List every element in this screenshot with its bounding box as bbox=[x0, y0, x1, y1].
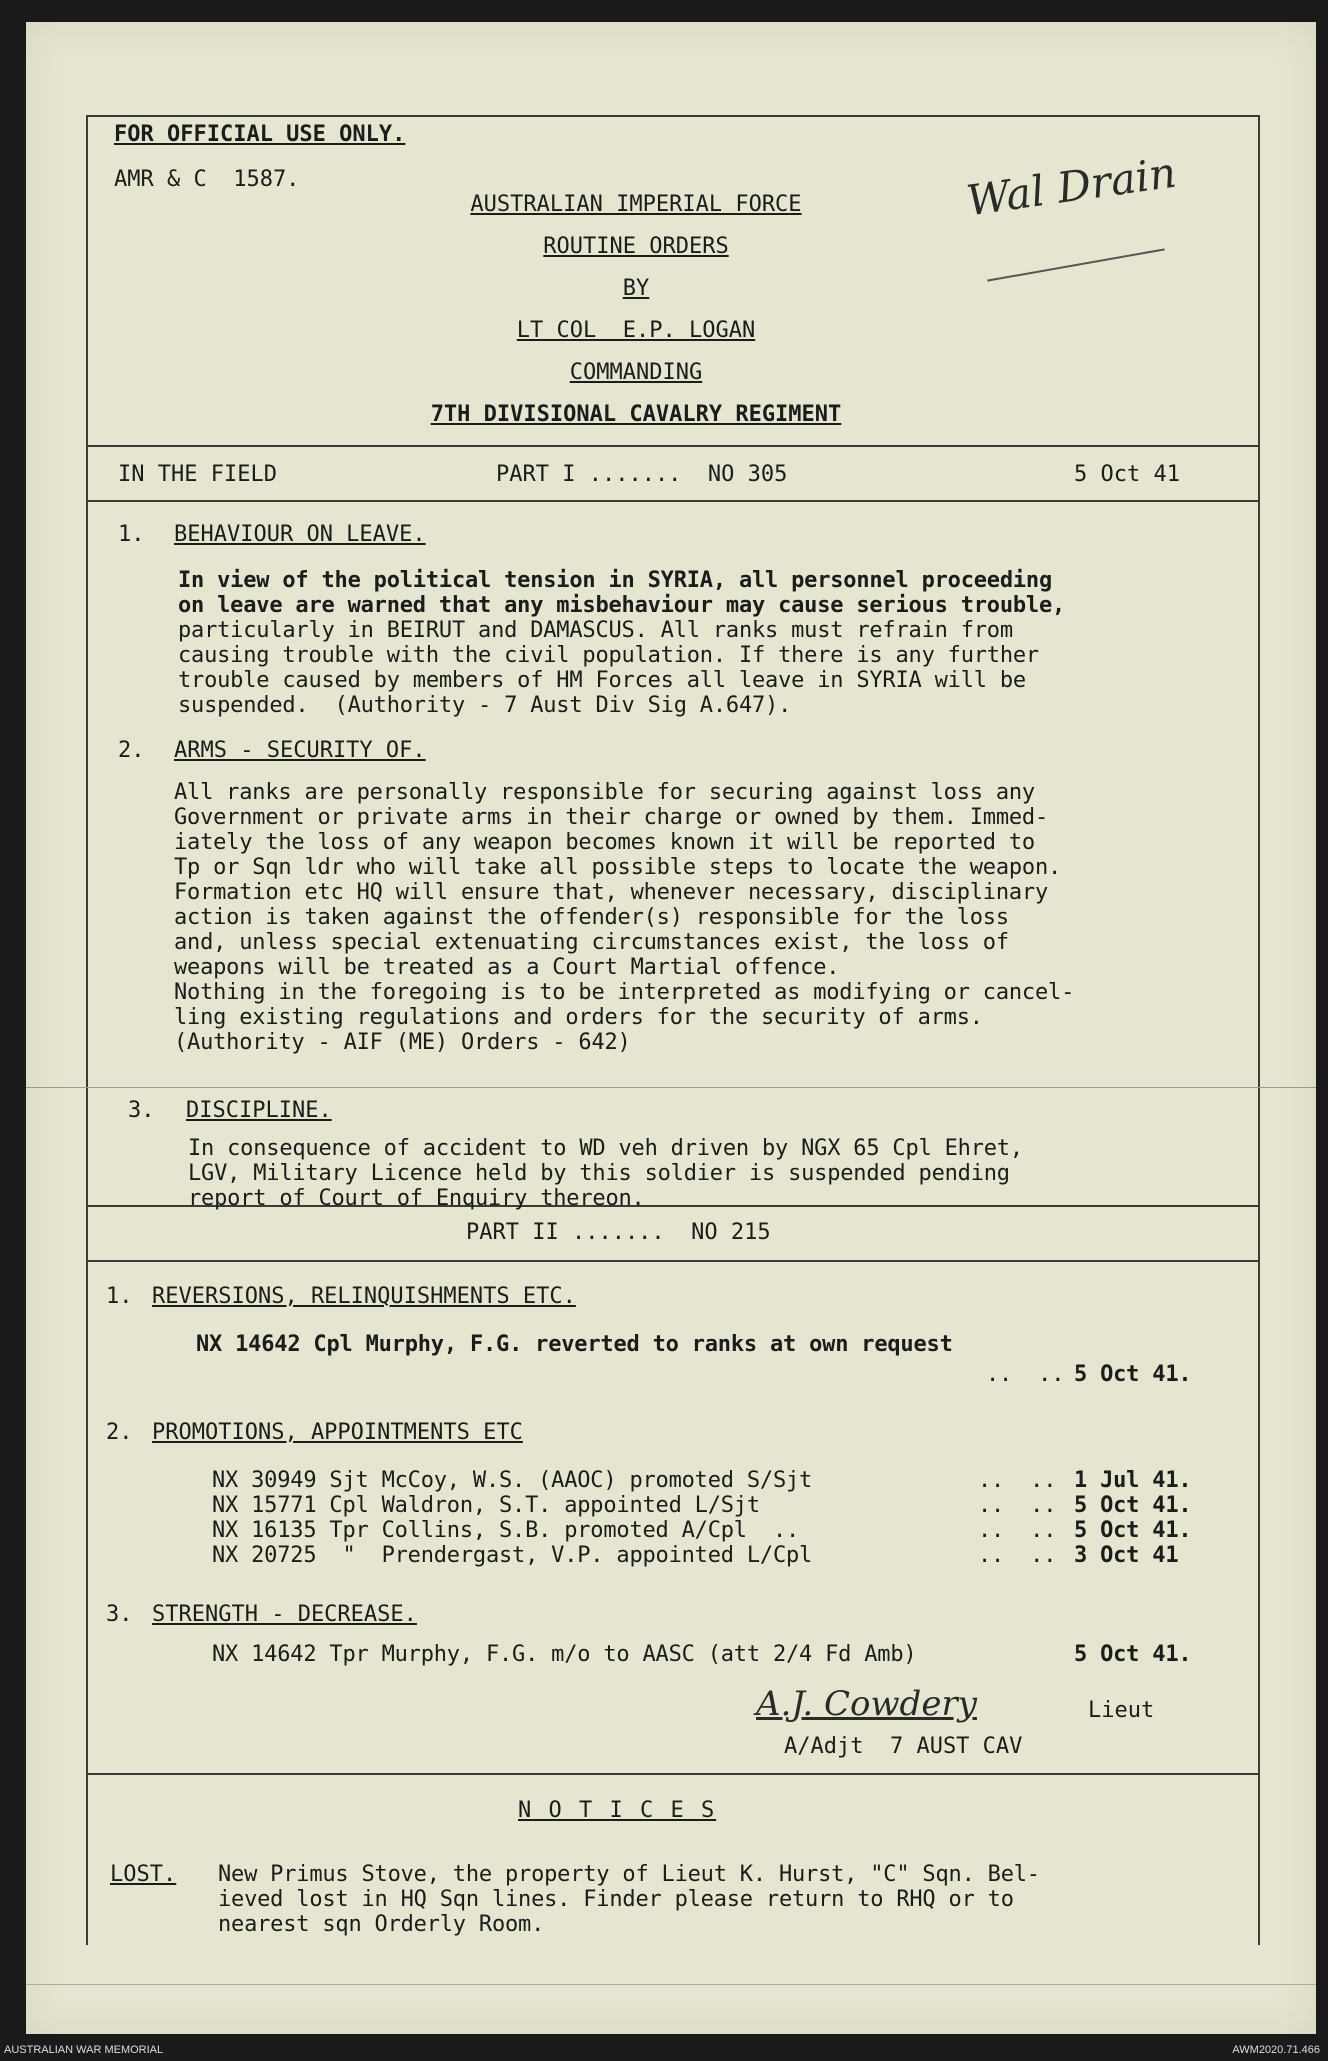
item-2-line-2: Government or private arms in their charge or owned by them. Immed- bbox=[174, 805, 1049, 830]
handwritten-note: Wal Drain bbox=[963, 147, 1180, 226]
item-2-heading: ARMS - SECURITY OF. bbox=[174, 738, 426, 763]
in-the-field-label: IN THE FIELD bbox=[118, 462, 277, 487]
header-divider-2 bbox=[86, 500, 1260, 502]
item-2-number: 2. bbox=[118, 738, 145, 763]
section-2-entry-4-date: 3 Oct 41 bbox=[1074, 1543, 1179, 1568]
section-2-entry-4-dots: .. .. bbox=[978, 1543, 1057, 1568]
item-3-heading: DISCIPLINE. bbox=[186, 1098, 332, 1123]
title-line-5: COMMANDING bbox=[569, 360, 703, 385]
notice-line-1: New Primus Stove, the property of Lieut K. Hurst, "C" Sqn. Bel- bbox=[218, 1862, 1040, 1887]
section-2-entry-1-dots: .. .. bbox=[978, 1468, 1057, 1493]
handwritten-underline bbox=[987, 248, 1165, 281]
item-2-line-7: and, unless special extenuating circumstances exist, the loss of bbox=[174, 930, 1009, 955]
section-1-number: 1. bbox=[106, 1284, 133, 1309]
footer-accession-number: AWM2020.71.466 bbox=[1232, 2044, 1320, 2056]
frame-left-line bbox=[86, 115, 88, 1945]
title-line-6: 7TH DIVISIONAL CAVALRY REGIMENT bbox=[430, 402, 842, 427]
part1-date: 5 Oct 41 bbox=[1074, 462, 1180, 487]
frame-top-line bbox=[86, 115, 1260, 117]
section-3-entry-1-text: NX 14642 Tpr Murphy, F.G. m/o to AASC (att 2/4 Fd Amb) bbox=[212, 1642, 917, 1667]
section-1-entry-1-dots: .. .. bbox=[986, 1362, 1065, 1387]
item-2-line-9: Nothing in the foregoing is to be interpreted as modifying or cancel- bbox=[174, 980, 1075, 1005]
section-3-entry-1-date: 5 Oct 41. bbox=[1074, 1642, 1192, 1667]
item-2-line-4: Tp or Sqn ldr who will take all possible steps to locate the weapon. bbox=[174, 855, 1062, 880]
section-2-number: 2. bbox=[106, 1420, 133, 1445]
bottom-fold-line bbox=[26, 1984, 1316, 1985]
title-line-2: ROUTINE ORDERS bbox=[543, 234, 729, 259]
section-3-number: 3. bbox=[106, 1602, 133, 1627]
notices-divider bbox=[86, 1773, 1260, 1775]
section-1-heading: REVERSIONS, RELINQUISHMENTS ETC. bbox=[152, 1284, 576, 1309]
signature-role: A/Adjt 7 AUST CAV bbox=[784, 1734, 1023, 1759]
section-1-entry-1-date: 5 Oct 41. bbox=[1074, 1362, 1192, 1387]
footer-institution: AUSTRALIAN WAR MEMORIAL bbox=[4, 2044, 164, 2056]
archive-footer bbox=[0, 2041, 1328, 2061]
section-2-entry-4-text: NX 20725 " Prendergast, V.P. appointed L/Cpl bbox=[212, 1543, 813, 1568]
signature-rank: Lieut bbox=[1088, 1698, 1155, 1723]
section-2-entry-2-dots: .. .. bbox=[978, 1493, 1057, 1518]
section-2-entry-2-date: 5 Oct 41. bbox=[1074, 1493, 1192, 1518]
item-1-line-2: on leave are warned that any misbehaviour may cause serious trouble, bbox=[178, 593, 1066, 618]
notice-line-2: ieved lost in HQ Sqn lines. Finder please return to RHQ or to bbox=[218, 1887, 1014, 1912]
notice-lost-label: LOST. bbox=[110, 1862, 177, 1887]
part1-number: PART I ....... NO 305 bbox=[496, 462, 788, 487]
title-line-4: LT COL E.P. LOGAN bbox=[516, 318, 756, 343]
section-2-entry-3-dots: .. .. bbox=[978, 1518, 1057, 1543]
signature: A.J. Cowdery bbox=[756, 1684, 977, 1724]
item-3-line-1: In consequence of accident to WD veh driven by NGX 65 Cpl Ehret, bbox=[188, 1136, 1023, 1161]
item-2-line-11: (Authority - AIF (ME) Orders - 642) bbox=[174, 1030, 631, 1055]
part2-number: PART II ....... NO 215 bbox=[466, 1220, 771, 1245]
document-page bbox=[26, 22, 1316, 2034]
section-2-entry-3-date: 5 Oct 41. bbox=[1074, 1518, 1192, 1543]
item-1-heading: BEHAVIOUR ON LEAVE. bbox=[174, 522, 426, 547]
section-3-heading: STRENGTH - DECREASE. bbox=[152, 1602, 417, 1627]
item-1-line-5: trouble caused by members of HM Forces all leave in SYRIA will be bbox=[178, 668, 1026, 693]
item-1-line-4: causing trouble with the civil population. If there is any further bbox=[178, 643, 1039, 668]
reference-number: AMR & C 1587. bbox=[114, 167, 300, 192]
item-3-line-3: report of Court of Enquiry thereon. bbox=[188, 1186, 645, 1211]
part2-divider-bottom bbox=[86, 1260, 1260, 1262]
official-use-label: FOR OFFICIAL USE ONLY. bbox=[114, 122, 406, 147]
section-1-entry-1-text: NX 14642 Cpl Murphy, F.G. reverted to ranks at own request bbox=[196, 1332, 953, 1357]
section-2-entry-1-date: 1 Jul 41. bbox=[1074, 1468, 1192, 1493]
section-2-entry-1-text: NX 30949 Sjt McCoy, W.S. (AAOC) promoted S/Sjt bbox=[212, 1468, 813, 1493]
item-3-number: 3. bbox=[128, 1098, 155, 1123]
item-2-line-6: action is taken against the offender(s) responsible for the loss bbox=[174, 905, 1009, 930]
header-divider-1 bbox=[86, 445, 1260, 447]
item-2-line-3: iately the loss of any weapon becomes known it will be reported to bbox=[174, 830, 1035, 855]
item-2-line-10: ling existing regulations and orders for the security of arms. bbox=[174, 1005, 983, 1030]
section-2-entry-2-text: NX 15771 Cpl Waldron, S.T. appointed L/Sjt bbox=[212, 1493, 760, 1518]
section-2-heading: PROMOTIONS, APPOINTMENTS ETC bbox=[152, 1420, 523, 1445]
section-2-entry-3-text: NX 16135 Tpr Collins, S.B. promoted A/Cpl .. bbox=[212, 1518, 800, 1543]
item-1-line-6: suspended. (Authority - 7 Aust Div Sig A.647). bbox=[178, 693, 792, 718]
item-1-line-1: In view of the political tension in SYRIA, all personnel proceeding bbox=[178, 568, 1053, 593]
item-2-line-8: weapons will be treated as a Court Martial offence. bbox=[174, 955, 840, 980]
item-2-line-5: Formation etc HQ will ensure that, whenever necessary, disciplinary bbox=[174, 880, 1049, 905]
frame-right-line bbox=[1258, 115, 1260, 1945]
notice-line-3: nearest sqn Orderly Room. bbox=[218, 1912, 545, 1937]
notices-heading: N O T I C E S bbox=[518, 1798, 717, 1823]
item-1-line-3: particularly in BEIRUT and DAMASCUS. All ranks must refrain from bbox=[178, 618, 1013, 643]
item-1-number: 1. bbox=[118, 522, 145, 547]
fold-dash-line bbox=[26, 1087, 1316, 1088]
item-2-line-1: All ranks are personally responsible for securing against loss any bbox=[174, 780, 1035, 805]
title-line-3: BY bbox=[622, 276, 650, 301]
item-3-line-2: LGV, Military Licence held by this soldier is suspended pending bbox=[188, 1161, 1010, 1186]
title-line-1: AUSTRALIAN IMPERIAL FORCE bbox=[470, 192, 802, 217]
